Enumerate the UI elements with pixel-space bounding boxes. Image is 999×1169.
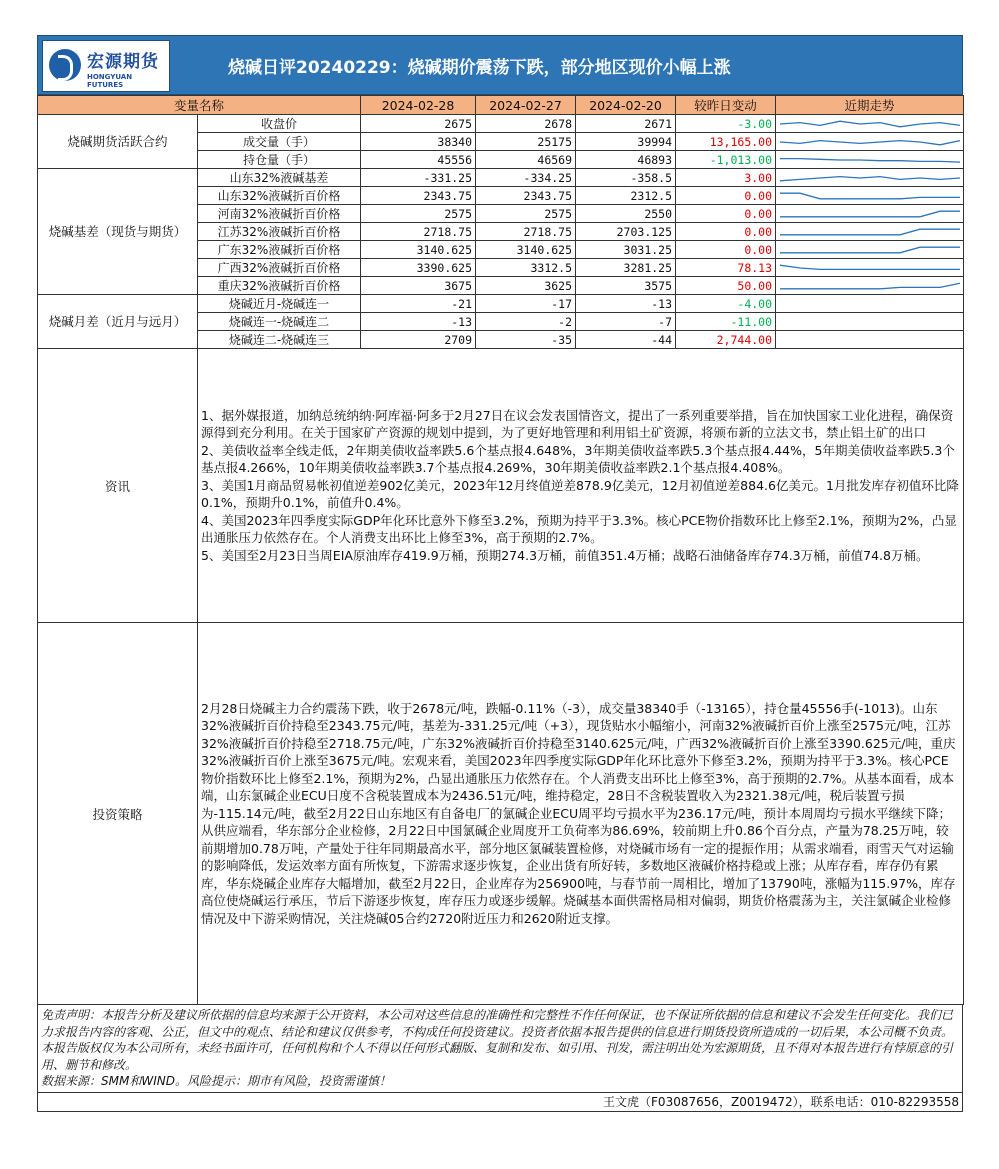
change-value: 50.00: [676, 277, 776, 295]
analyst-signature: 王文虎（F03087656，Z0019472），联系电话：010-82293558: [37, 1093, 963, 1112]
value-date2: 25175: [476, 133, 576, 151]
trend-sparkline: [776, 259, 964, 277]
logo-text-cn: 宏源期货: [87, 52, 159, 72]
trend-sparkline: [776, 277, 964, 295]
change-value: -4.00: [676, 295, 776, 313]
logo-text-en: HONGYUAN FUTURES: [87, 73, 133, 89]
value-date2: 3140.625: [476, 241, 576, 259]
value-date3: 39994: [576, 133, 676, 151]
value-date1: 3140.625: [361, 241, 476, 259]
sparkline-chart: [776, 260, 964, 276]
strategy-label: 投资策略: [38, 623, 198, 1005]
table-row: [38, 295, 964, 313]
col-header-change: 较昨日变动: [676, 96, 776, 115]
strategy-text: 2月28日烧碱主力合约震荡下跌，收于2678元/吨，跌幅-0.11%（-3），成交量38340手（-13165），持仓量45556手(-1013)。山东32%液碱折百价持稳至2343.75元/吨，基差为-331.25元/吨（+3），现货贴水小幅缩小，河南32%液碱折百价上涨至2575元/吨，江苏32%液碱折百价持稳至2718.75元/吨，广东32%液碱折百价持稳至3140.625元/吨，广西32%液碱折百价上涨至3390.625元/吨，重庆32%液碱折百价上涨至3675元/吨。宏观来看，美国2023年四季度实际GDP年化环比意外下修至3.2%，预期为持平于3.3%。核心PCE物价指数环比上修至2.1%，预期为2%，凸显出通胀压力依然存在。个人消费支出环比上修至3%，高于预期的2.7%。从基本面看，成本端，山东氯碱企业ECU日度不含税装置成本为2436.51元/吨，维持稳定，28日不含税装置收入为2321.38元/吨，税后装置亏损为-115.14元/吨，截至2月22日山东地区有自备电厂的氯碱企业ECU周平均亏损水平为236.17元/吨，预计本周周均亏损水平继续下降；从供应端看，华东部分企业检修，2月22日中国氯碱企业周度开工负荷率为86.69%，较前期上升0.86个百分点，产量为78.25万吨，较前期增加0.78万吨，产量处于往年同期最高水平，部分地区氯碱装置检修，对烧碱市场有一定的提振作用；从需求端看，雨雪天气对运输的影响降低，发运效率方面有所恢复，下游需求逐步恢复，企业出货有所好转，多数地区液碱价格持稳或上涨；从库存看，库存仍有累库，华东烧碱企业库存大幅增加，截至2月22日，企业库存为256900吨，与春节前一周相比，增加了13790吨，涨幅为115.97%，库存高位使烧碱运行承压，节后下游逐步恢复，库存压力或逐步缓解。烧碱基本面供需格局相对偏弱，期货价格震荡为主，关注氯碱企业检修情况及中下游采购情况，关注烧碱05合约2720附近压力和2620附近支撑。: [201, 700, 956, 926]
news-row: [38, 349, 964, 623]
report-header: [37, 35, 963, 95]
value-date2: -35: [476, 331, 576, 349]
value-date2: -2: [476, 313, 576, 331]
change-value: -3.00: [676, 115, 776, 133]
value-date2: -17: [476, 295, 576, 313]
value-date3: 3031.25: [576, 241, 676, 259]
value-date1: 38340: [361, 133, 476, 151]
news-item: 2、美债收益率全线走低，2年期美债收益率跌5.6个基点报4.648%，3年期美债收益率跌5.3个基点报4.44%，5年期美债收益率跌5.3个基点报4.266%，10年期美债收益率跌3.7个基点报4.269%，30年期美债收益率跌2.1个基点报4.408%。: [201, 442, 955, 476]
trend-sparkline: [776, 115, 964, 133]
change-value: -1,013.00: [676, 151, 776, 169]
value-date3: 46893: [576, 151, 676, 169]
value-date1: 2575: [361, 205, 476, 223]
news-label: 资讯: [38, 349, 198, 623]
trend-sparkline: [776, 133, 964, 151]
value-date2: 3625: [476, 277, 576, 295]
data-source-text: 数据来源：SMM和WIND。风险提示：期市有风险，投资需谨慎！: [41, 1074, 391, 1088]
change-value: 0.00: [676, 205, 776, 223]
disclaimer: [37, 1005, 963, 1093]
change-value: 0.00: [676, 241, 776, 259]
value-date1: -21: [361, 295, 476, 313]
variable-name: 广西32%液碱折百价格: [198, 259, 361, 277]
report-sheet: [37, 35, 963, 1112]
news-item: 4、美国2023年四季度实际GDP年化环比意外下修至3.2%，预期为持平于3.3%。核心PCE物价指数环比上修至2.1%，预期为2%，凸显出通胀压力依然存在。个人消费支出环比上修至3%，高于预期的2.7%。: [201, 512, 957, 546]
value-date3: -13: [576, 295, 676, 313]
variable-name: 山东32%液碱基差: [198, 169, 361, 187]
sparkline-chart: [776, 278, 964, 294]
sparkline-chart: [776, 188, 964, 204]
strategy-content: [198, 623, 964, 1005]
trend-sparkline: [776, 313, 964, 331]
news-item: 5、美国至2月23日当周EIA原油库存419.9万桶，预期274.3万桶，前值351.4万桶；战略石油储备库存74.3万桶，前值74.8万桶。: [201, 547, 929, 563]
change-value: 13,165.00: [676, 133, 776, 151]
variable-name: 烧碱近月-烧碱连一: [198, 295, 361, 313]
value-date3: 2703.125: [576, 223, 676, 241]
table-row: [38, 169, 964, 187]
value-date1: 2709: [361, 331, 476, 349]
change-value: 78.13: [676, 259, 776, 277]
variable-name: 成交量（手）: [198, 133, 361, 151]
sparkline-chart: [776, 242, 964, 258]
col-header-name: 变量名称: [38, 96, 361, 115]
news-item: 3、美国1月商品贸易帐初值逆差902亿美元，2023年12月终值逆差878.9亿美元，12月初值逆差884.6亿美元。1月批发库存初值环比降0.1%，预期升0.1%，前值升0.4%。: [201, 477, 959, 511]
col-header-date2: 2024-02-27: [476, 96, 576, 115]
variable-name: 江苏32%液碱折百价格: [198, 223, 361, 241]
sparkline-series: [780, 229, 960, 235]
value-date2: 3312.5: [476, 259, 576, 277]
sparkline-series: [780, 283, 960, 289]
strategy-row: [38, 623, 964, 1005]
logo-mark-icon: [49, 49, 81, 81]
company-logo: [42, 40, 170, 92]
row-group-label: 烧碱基差（现货与期货）: [38, 169, 198, 295]
trend-sparkline: [776, 223, 964, 241]
trend-sparkline: [776, 151, 964, 169]
value-date2: 2678: [476, 115, 576, 133]
col-header-date1: 2024-02-28: [361, 96, 476, 115]
sparkline-series: [780, 265, 960, 269]
variable-name: 烧碱连二-烧碱连三: [198, 331, 361, 349]
sparkline-series: [780, 193, 960, 199]
sparkline-series: [780, 247, 960, 253]
sparkline-chart: [776, 134, 964, 150]
table-body: [38, 115, 964, 349]
sparkline-series: [780, 140, 960, 144]
sparkline-chart: [776, 206, 964, 222]
trend-sparkline: [776, 295, 964, 313]
change-value: 0.00: [676, 223, 776, 241]
report-title: 烧碱日评20240229：烧碱期价震荡下跌，部分地区现价小幅上涨: [228, 58, 731, 78]
sparkline-chart: [776, 170, 964, 186]
change-value: 2,744.00: [676, 331, 776, 349]
change-value: 0.00: [676, 187, 776, 205]
news-item: 1、据外媒报道，加纳总统纳纳·阿库福·阿多于2月27日在议会发表国情咨文，提出了一系列重要举措，旨在加快国家工业化进程，确保资源得到充分利用。在关于国家矿产资源的规划中提到，为了更好地管理和利用铝土矿资源，将颁布新的立法文书，禁止铝土矿的出口: [201, 407, 954, 441]
variable-name: 山东32%液碱折百价格: [198, 187, 361, 205]
variable-name: 持仓量（手）: [198, 151, 361, 169]
value-date3: 2671: [576, 115, 676, 133]
col-header-trend: 近期走势: [776, 96, 964, 115]
sparkline-chart: [776, 152, 964, 168]
value-date1: -13: [361, 313, 476, 331]
table-header-row: [38, 96, 964, 115]
variable-name: 收盘价: [198, 115, 361, 133]
value-date3: -358.5: [576, 169, 676, 187]
change-value: 3.00: [676, 169, 776, 187]
value-date3: -7: [576, 313, 676, 331]
value-date3: 2312.5: [576, 187, 676, 205]
value-date1: 2718.75: [361, 223, 476, 241]
trend-sparkline: [776, 205, 964, 223]
sparkline-chart: [776, 224, 964, 240]
value-date1: -331.25: [361, 169, 476, 187]
col-header-date3: 2024-02-20: [576, 96, 676, 115]
row-group-label: 烧碱月差（近月与远月）: [38, 295, 198, 349]
data-table: [37, 95, 964, 349]
value-date1: 2343.75: [361, 187, 476, 205]
variable-name: 重庆32%液碱折百价格: [198, 277, 361, 295]
value-date1: 2675: [361, 115, 476, 133]
value-date3: 3575: [576, 277, 676, 295]
variable-name: 广东32%液碱折百价格: [198, 241, 361, 259]
value-date2: 2575: [476, 205, 576, 223]
value-date2: 46569: [476, 151, 576, 169]
value-date3: -44: [576, 331, 676, 349]
value-date3: 2550: [576, 205, 676, 223]
sparkline-series: [780, 211, 960, 217]
sparkline-series: [780, 158, 960, 162]
change-value: -11.00: [676, 313, 776, 331]
variable-name: 烧碱连一-烧碱连二: [198, 313, 361, 331]
sparkline-chart: [776, 116, 964, 132]
disclaimer-text: 免责声明：本报告分析及建议所依据的信息均来源于公开资料，本公司对这些信息的准确性和完整性不作任何保证，也不保证所依据的信息和建议不会发生任何变化。我们已力求报告内容的客观、公正，但文中的观点、结论和建议仅供参考，不构成任何投资建议。投资者依据本报告提供的信息进行期货投资所造成的一切后果，本公司概不负责。本报告版权仅为本公司所有，未经书面许可，任何机构和个人不得以任何形式翻版、复制和发布、如引用、刊发，需注明出处为宏源期货，且不得对本报告进行有悖原意的引用、删节和修改。: [41, 1008, 954, 1072]
value-date2: 2718.75: [476, 223, 576, 241]
value-date1: 3675: [361, 277, 476, 295]
table-row: [38, 115, 964, 133]
value-date1: 45556: [361, 151, 476, 169]
variable-name: 河南32%液碱折百价格: [198, 205, 361, 223]
value-date2: -334.25: [476, 169, 576, 187]
value-date3: 3281.25: [576, 259, 676, 277]
value-date1: 3390.625: [361, 259, 476, 277]
value-date2: 2343.75: [476, 187, 576, 205]
trend-sparkline: [776, 187, 964, 205]
text-section-table: [37, 348, 964, 1005]
sparkline-series: [780, 176, 960, 180]
sparkline-series: [780, 121, 960, 127]
trend-sparkline: [776, 241, 964, 259]
news-content: [198, 349, 964, 623]
trend-sparkline: [776, 331, 964, 349]
trend-sparkline: [776, 169, 964, 187]
row-group-label: 烧碱期货活跃合约: [38, 115, 198, 169]
